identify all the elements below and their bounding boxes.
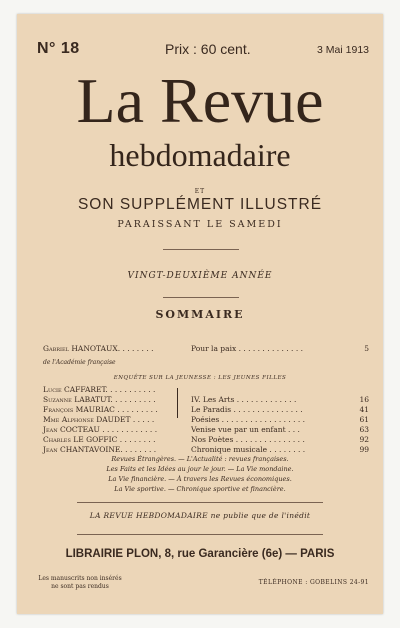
et-connector: ET (194, 188, 206, 195)
toc-author: Charles LE GOFFIC . . . . . . . . (43, 435, 156, 444)
issue-date: 3 Mai 1913 (317, 44, 369, 56)
toc-page: 5 (364, 344, 369, 353)
magazine-subtitle: hebdomadaire (109, 137, 291, 173)
divider-rule (77, 502, 323, 503)
toc-page: 61 (359, 415, 369, 424)
toc-page: 63 (359, 425, 369, 434)
toc-author: Mme Alphonse DAUDET . . . . . (43, 415, 155, 424)
toc-title: Poésies . . . . . . . . . . . . . . . . . . (191, 415, 306, 424)
editorial-note: LA REVUE HEBDOMADAIRE ne publie que de l'inédit (89, 511, 311, 520)
volume-year: VINGT-DEUXIÈME ANNÉE (127, 271, 273, 281)
magazine-cover (17, 14, 383, 614)
toc-title: Le Paradis . . . . . . . . . . . . . . . (191, 405, 303, 414)
magazine-title: La Revue (76, 65, 324, 136)
telephone-line: TÉLÉPHONE : GOBELINS 24-91 (258, 579, 369, 586)
publication-frequency: PARAISSANT LE SAMEDI (117, 219, 283, 230)
supplement-heading: SON SUPPLÉMENT ILLUSTRÉ (77, 196, 323, 213)
manuscripts-notice: Les manuscrits non insérés ne sont pas rendus (38, 575, 122, 590)
toc-page: 92 (359, 435, 369, 444)
toc-author: Suzanne LABATUT. . . . . . . . . . (43, 395, 156, 404)
rubrique-line: La Vie sportive. — Chronique sportive et financière. (114, 485, 286, 493)
toc-title: Nos Poètes . . . . . . . . . . . . . . . (191, 435, 305, 444)
toc-page: 99 (359, 445, 369, 454)
author-affiliation: de l'Académie française (43, 359, 116, 366)
issue-number: N° 18 (37, 40, 80, 57)
toc-author: Jean CHANTAVOINE. . . . . . . . (43, 445, 157, 454)
toc-author: Lucie CAFFARET. . . . . . . . . . . (43, 385, 156, 394)
toc-entry (43, 405, 369, 415)
toc-title: Venise vue par un enfant . . . (191, 425, 300, 434)
toc-page: 16 (359, 395, 369, 404)
toc-page: 41 (359, 405, 369, 414)
rubrique-line: Revues Étrangères. — L'Actualité : revues françaises. (111, 455, 289, 463)
divider-rule (77, 534, 323, 535)
publisher-line: LIBRAIRIE PLON, 8, rue Garancière (6e) — PARIS (65, 548, 335, 560)
toc-entry (43, 415, 369, 425)
rubriques-list (31, 454, 369, 494)
divider-rule (163, 249, 239, 250)
toc-title: IV. Les Arts . . . . . . . . . . . . . (191, 395, 297, 404)
rubrique-line: Les Faits et les Idées au jour le jour. — La Vie mondaine. (106, 465, 294, 473)
toc-author: Gabriel HANOTAUX. . . . . . . . (43, 344, 154, 353)
toc-entry (43, 385, 369, 395)
contents-heading: SOMMAIRE (155, 308, 245, 321)
toc-author: Jean COCTEAU . . . . . . . . . . . . (43, 425, 158, 434)
toc-entry (43, 435, 369, 445)
toc-entry (43, 425, 369, 435)
toc-author: François MAURIAC . . . . . . . . . (43, 405, 158, 414)
toc-entry (43, 344, 369, 354)
divider-rule (163, 297, 239, 298)
toc-entry (43, 395, 369, 405)
issue-price: Prix : 60 cent. (165, 41, 251, 57)
toc-title: Pour la paix . . . . . . . . . . . . . . (191, 344, 303, 353)
rubrique-line: La Vie financière. — À travers les Revues économiques. (108, 475, 292, 483)
toc-title: Chronique musicale . . . . . . . . (191, 445, 306, 454)
enquete-heading: ENQUÊTE SUR LA JEUNESSE : LES JEUNES FILLES (113, 375, 287, 381)
cover-header (37, 40, 369, 64)
